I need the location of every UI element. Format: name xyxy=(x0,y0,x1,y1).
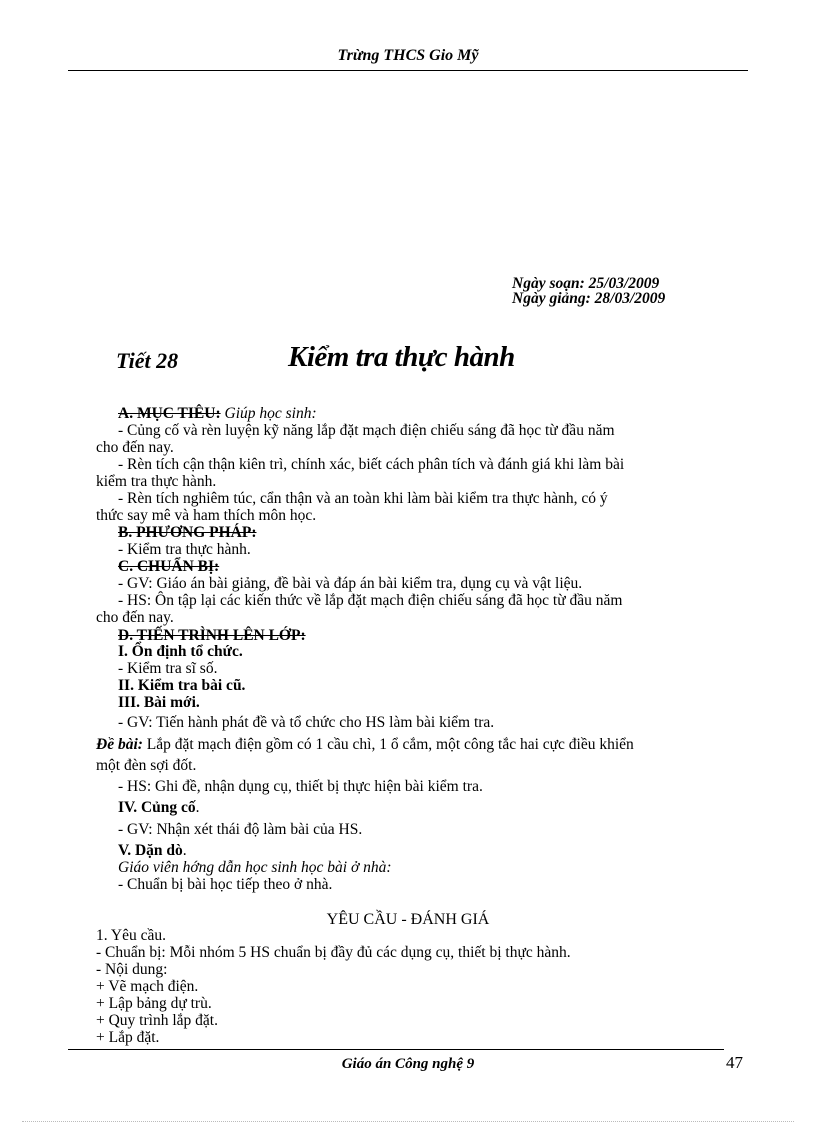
lesson-number: Tiết 28 xyxy=(116,348,179,373)
lesson-title: Kiểm tra thực hành xyxy=(288,341,515,373)
evaluation-line: + Vẽ mạch điện. xyxy=(96,978,199,995)
objective-3-cont: thức say mê và ham thích môn học. xyxy=(96,507,317,524)
method-1: - Kiểm tra thực hành. xyxy=(118,541,251,558)
step-4-item: - GV: Nhận xét thái độ làm bài của HS. xyxy=(118,821,363,838)
evaluation-line: - Nội dung: xyxy=(96,961,168,978)
step-2-title: II. Kiểm tra bài cũ. xyxy=(118,677,246,694)
step-5-title: V. Dặn dò xyxy=(118,842,183,859)
step-5-dot: . xyxy=(182,842,187,859)
page-edge xyxy=(22,1121,794,1122)
lesson-dates xyxy=(512,276,665,306)
evaluation-line: - Chuẩn bị: Mỗi nhóm 5 HS chuẩn bị đầy đủ các dụng cụ, thiết bị thực hành. xyxy=(96,944,571,961)
section-d-title: D. TIẾN TRÌNH LÊN LỚP: xyxy=(118,627,306,644)
step-4-title: IV. Củng cố xyxy=(118,799,196,816)
objective-3: - Rèn tích nghiêm túc, cẩn thận và an toàn khi làm bài kiểm tra thực hành, có ý xyxy=(118,490,608,507)
step-3-title: III. Bài mới. xyxy=(118,694,200,711)
step-3-item-2: - HS: Ghi đề, nhận dụng cụ, thiết bị thực hiện bài kiểm tra. xyxy=(118,778,483,795)
header-school-name: Trừng THCS Gio Mỹ xyxy=(337,47,479,64)
step-3-item-1: - GV: Tiến hành phát đề và tổ chức cho HS làm bài kiểm tra. xyxy=(118,714,495,731)
step-1-title: I. Ổn định tổ chức. xyxy=(118,643,243,660)
step-4-heading xyxy=(118,799,200,816)
section-a-heading xyxy=(118,405,317,422)
exam-task-label: Đề bài: xyxy=(96,736,143,753)
step-5-item: - Chuẩn bị bài học tiếp theo ở nhà. xyxy=(118,876,333,893)
preparation-teacher: - GV: Giáo án bài giảng, đề bài và đáp án bài kiểm tra, dụng cụ và vật liệu. xyxy=(118,575,583,592)
footer-subject: Giáo án Công nghệ 9 xyxy=(341,1056,475,1072)
preparation-student: - HS: Ôn tập lại các kiến thức về lắp đặt mạch điện chiếu sáng đã học từ đầu năm xyxy=(118,592,623,609)
date-prepared: Ngày soạn: 25/03/2009 xyxy=(512,275,660,292)
objective-1: - Củng cố và rèn luyện kỹ năng lắp đặt mạch điện chiếu sáng đã học từ đầu năm xyxy=(118,422,615,439)
exam-task-text: Lắp đặt mạch điện gồm có 1 cầu chì, 1 ổ cắm, một công tắc hai cực điều khiển xyxy=(142,736,634,753)
evaluation-line: + Lập bảng dự trù. xyxy=(96,995,212,1012)
section-a-intro: Giúp học sinh: xyxy=(220,405,317,422)
evaluation-line: + Quy trình lắp đặt. xyxy=(96,1012,218,1029)
objective-2: - Rèn tích cận thận kiên trì, chính xác, biết cách phân tích và đánh giá khi làm bài xyxy=(118,456,625,473)
section-a-title: A. MỤC TIÊU: xyxy=(118,405,221,422)
evaluation-line: + Lắp đặt. xyxy=(96,1029,160,1046)
exam-task-cont: một đèn sợi đốt. xyxy=(96,757,197,774)
footer-rule xyxy=(68,1049,724,1050)
step-5-intro: Giáo viên hớng dẫn học sinh học bài ở nhà: xyxy=(118,859,392,876)
section-b-title: B. PHƯƠNG PHÁP: xyxy=(118,524,257,541)
step-1-item: - Kiểm tra sĩ số. xyxy=(118,660,218,677)
objective-1-cont: cho đến nay. xyxy=(96,439,174,456)
objective-2-cont: kiểm tra thực hành. xyxy=(96,473,217,490)
header-rule xyxy=(68,70,748,71)
step-4-dot: . xyxy=(195,799,200,816)
preparation-student-cont: cho đến nay. xyxy=(96,609,174,626)
date-taught: Ngày giảng: 28/03/2009 xyxy=(512,290,666,307)
evaluation-title: YÊU CẦU - ĐÁNH GIÁ xyxy=(326,911,490,928)
evaluation-line: 1. Yêu cầu. xyxy=(96,927,167,944)
exam-task xyxy=(96,736,634,753)
section-c-title: C. CHUẨN BỊ: xyxy=(118,558,220,575)
page-number: 47 xyxy=(726,1053,743,1072)
step-5-heading xyxy=(118,842,187,859)
